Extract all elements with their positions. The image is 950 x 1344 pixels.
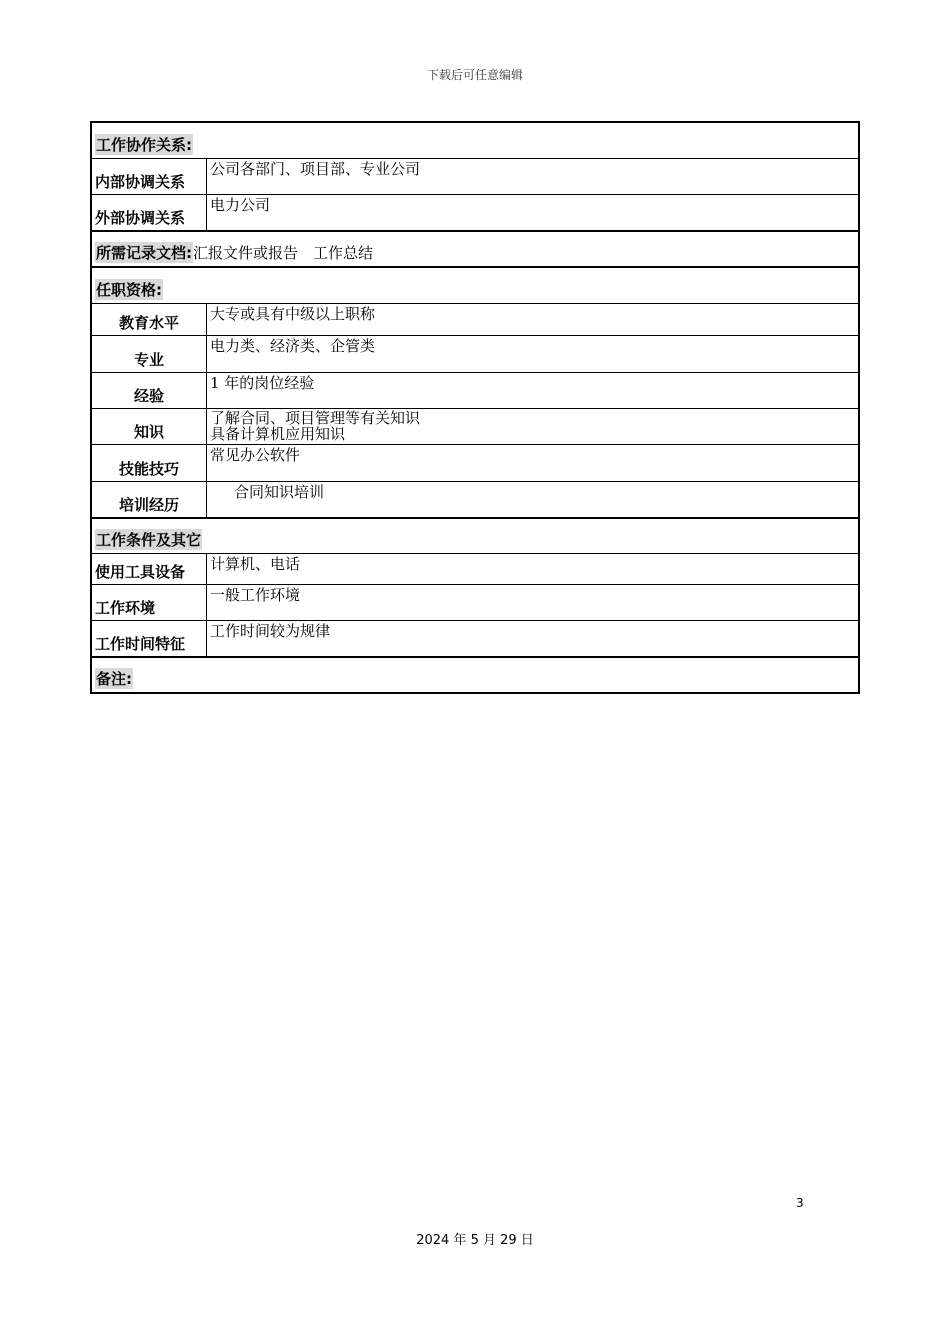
page-number: 3 (796, 1196, 804, 1210)
tools-value: 计算机、电话 (210, 555, 301, 573)
skills-row (92, 445, 858, 482)
external-coordination-value: 电力公司 (210, 196, 271, 214)
records-label: 所需记录文档: (96, 244, 192, 262)
education-label: 教育水平 (92, 304, 207, 335)
work-time-value: 工作时间较为规律 (210, 622, 331, 640)
skills-value: 常见办公软件 (210, 446, 301, 464)
training-label: 培训经历 (92, 482, 207, 517)
job-description-table (90, 121, 860, 694)
knowledge-label: 知识 (92, 409, 207, 444)
conditions-title-row (92, 519, 858, 554)
environment-value: 一般工作环境 (210, 586, 301, 604)
records-value: 汇报文件或报告 工作总结 (193, 244, 374, 262)
qualifications-title: 任职资格: (96, 281, 162, 299)
skills-label: 技能技巧 (92, 445, 207, 481)
footer-date: 2024 年 5 月 29 日 (416, 1233, 534, 1248)
cooperation-title: 工作协作关系: (96, 136, 192, 154)
knowledge-value (207, 409, 858, 444)
qualifications-title-row (92, 268, 858, 304)
major-value: 电力类、经济类、企管类 (210, 337, 376, 355)
header-note: 下载后可任意编辑 (426, 68, 523, 82)
experience-label: 经验 (92, 373, 207, 408)
knowledge-line-1: 了解合同、项目管理等有关知识 (210, 409, 421, 427)
environment-row (92, 585, 858, 621)
major-row (92, 336, 858, 373)
environment-label: 工作环境 (92, 585, 207, 620)
education-row (92, 304, 858, 336)
tools-label: 使用工具设备 (92, 554, 207, 584)
records-line (92, 232, 376, 266)
work-time-label: 工作时间特征 (92, 621, 207, 656)
training-value: 合同知识培训 (234, 483, 325, 501)
education-value: 大专或具有中级以上职称 (210, 305, 376, 323)
experience-value: 1 年的岗位经验 (210, 374, 315, 392)
external-coordination-row (92, 195, 858, 232)
internal-coordination-value: 公司各部门、项目部、专业公司 (210, 160, 421, 178)
records-row (92, 232, 858, 268)
knowledge-line-2: 具备计算机应用知识 (210, 425, 346, 443)
major-label: 专业 (92, 336, 207, 372)
conditions-title: 工作条件及其它 (96, 531, 202, 549)
work-time-row (92, 621, 858, 658)
cooperation-title-row (92, 123, 858, 159)
tools-row (92, 554, 858, 585)
internal-coordination-label: 内部协调关系 (92, 159, 207, 194)
training-row (92, 482, 858, 519)
external-coordination-label: 外部协调关系 (92, 195, 207, 230)
remarks-title: 备注: (96, 670, 132, 688)
knowledge-row (92, 409, 858, 445)
remarks-row (92, 658, 858, 692)
internal-coordination-row (92, 159, 858, 195)
experience-row (92, 373, 858, 409)
